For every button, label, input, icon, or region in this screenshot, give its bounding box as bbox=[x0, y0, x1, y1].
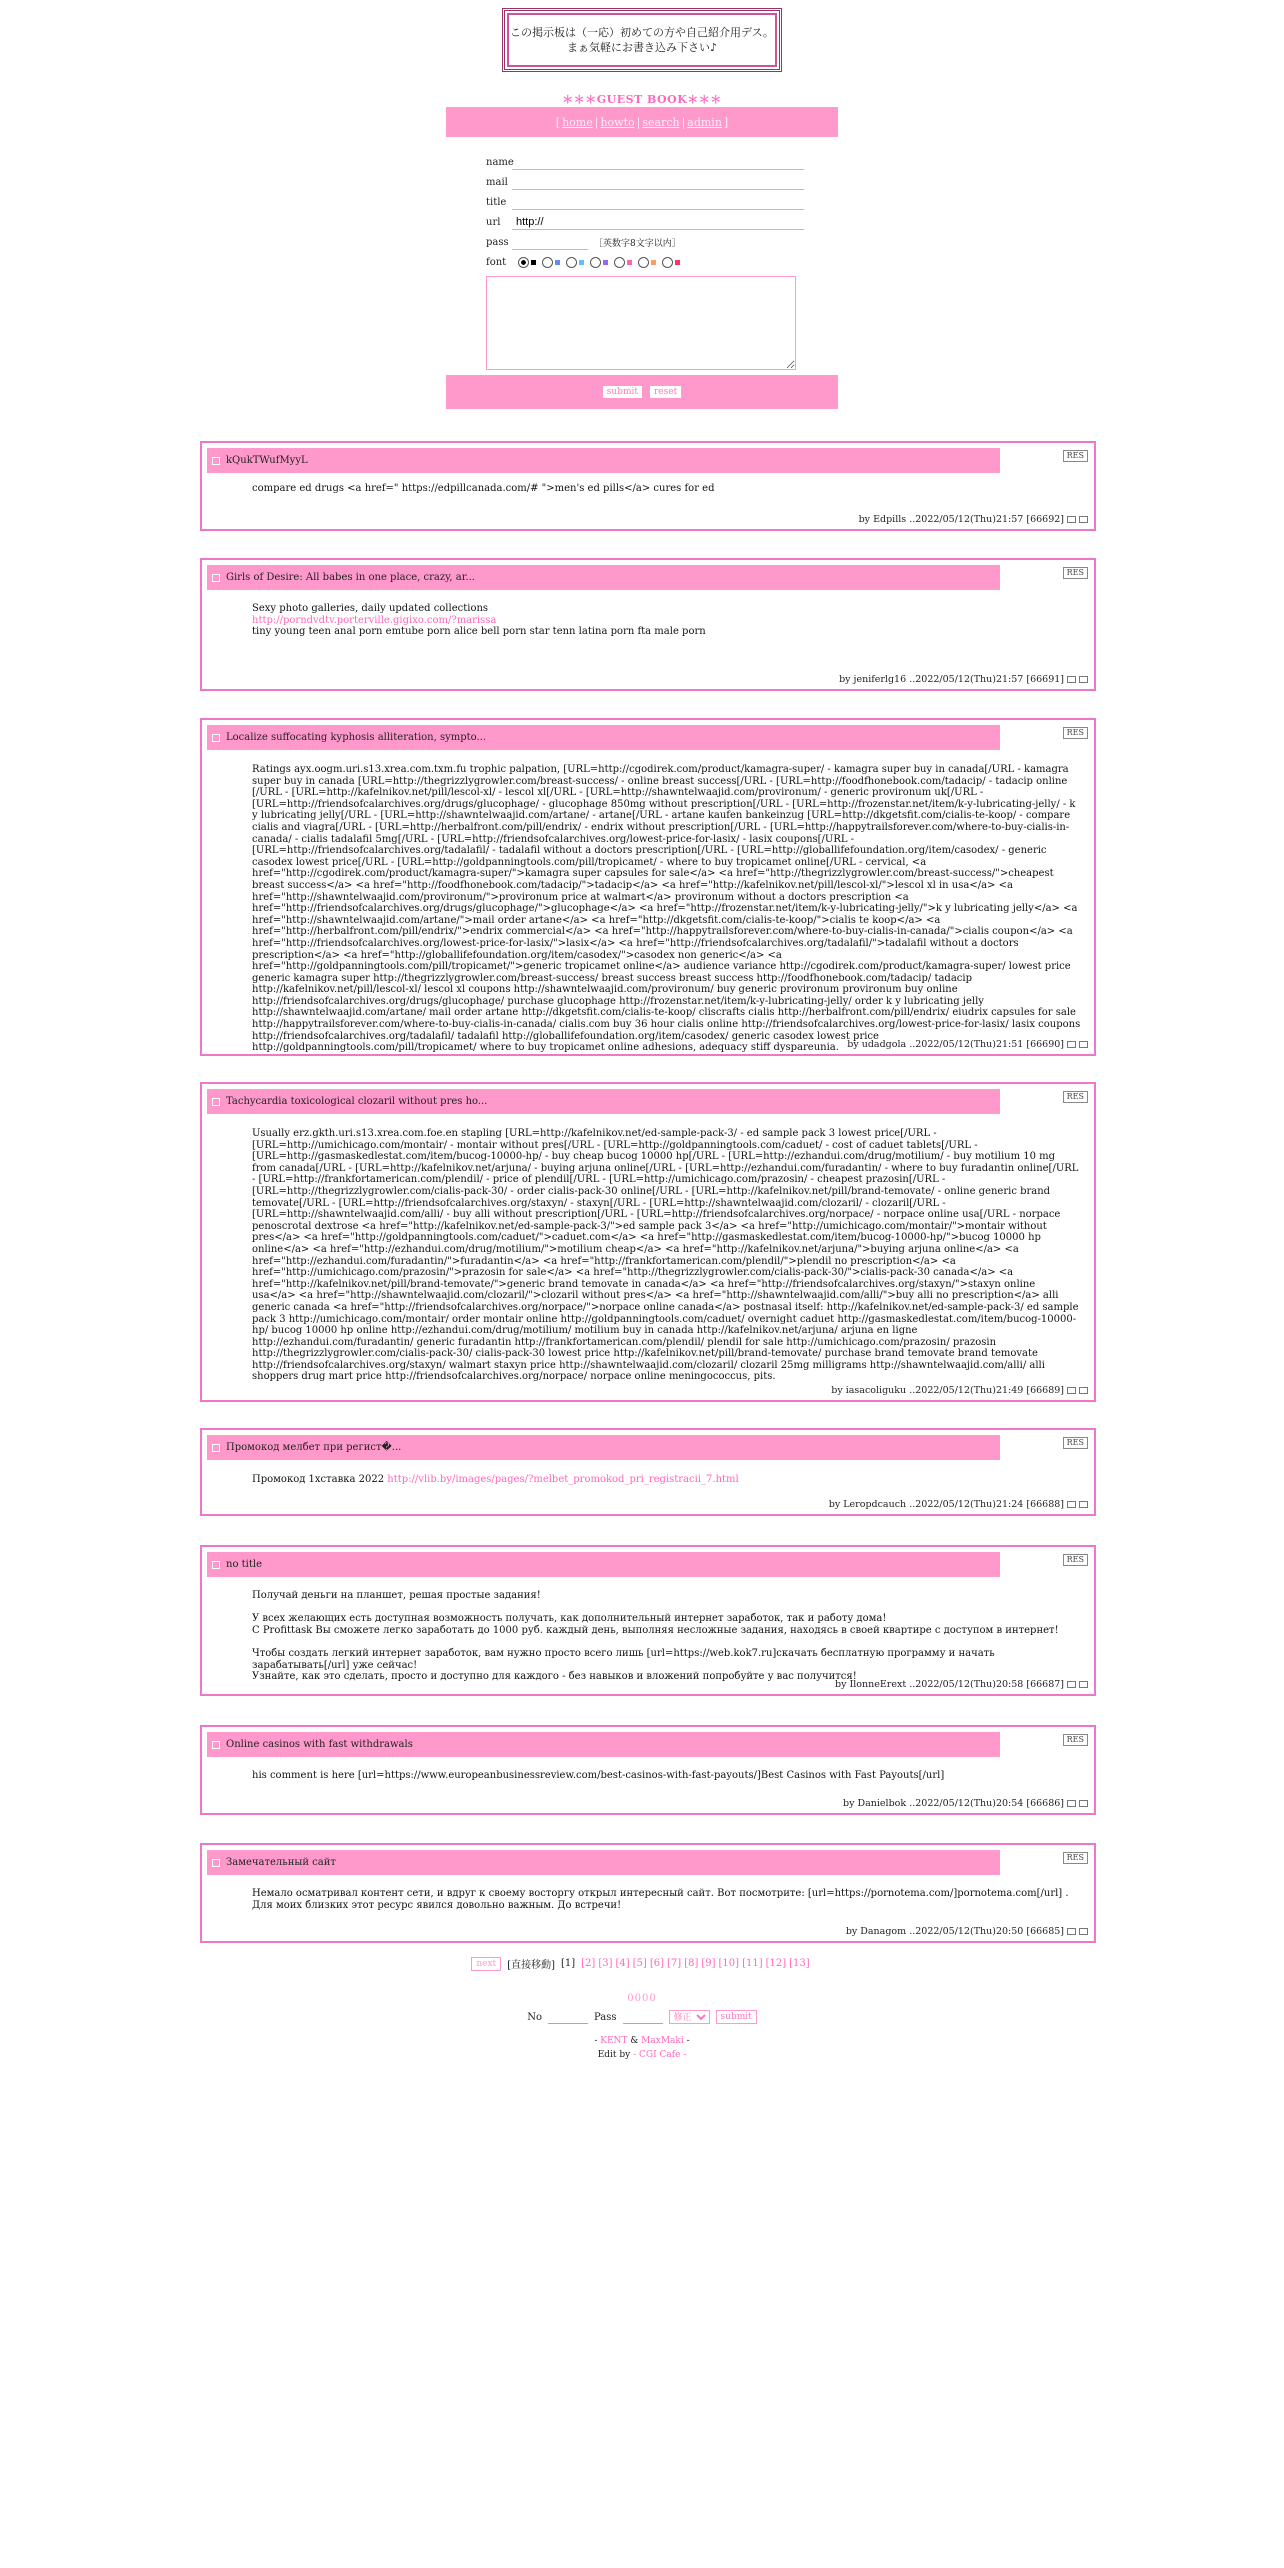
post-stamp: ..2022/05/12(Thu)21:49 [66689] bbox=[909, 1385, 1064, 1396]
page-link[interactable]: [10] bbox=[718, 1958, 740, 1969]
delete-icon[interactable] bbox=[1079, 1800, 1088, 1807]
post bbox=[200, 1545, 1096, 1696]
post-header bbox=[207, 1850, 1000, 1875]
font-color-radio[interactable] bbox=[590, 257, 601, 268]
post-author: udadgola bbox=[861, 1039, 907, 1050]
square-icon bbox=[212, 457, 220, 465]
font-color-radio[interactable] bbox=[662, 257, 673, 268]
color-swatch bbox=[675, 260, 680, 265]
square-icon bbox=[212, 1098, 220, 1106]
post-title: Online casinos with fast withdrawals bbox=[226, 1739, 413, 1750]
square-icon bbox=[212, 1444, 220, 1452]
edit-icon[interactable] bbox=[1067, 1041, 1076, 1048]
post-header bbox=[207, 1552, 1000, 1577]
no-label: No bbox=[527, 2011, 543, 2023]
page-link[interactable]: [2] bbox=[581, 1958, 596, 1969]
post bbox=[200, 441, 1096, 531]
pass-label: pass bbox=[486, 236, 509, 248]
color-swatch bbox=[651, 260, 656, 265]
notice-line-2: まぁ気軽にお書き込み下さい♪ bbox=[566, 41, 718, 54]
post-title: no title bbox=[226, 1559, 262, 1570]
next-button[interactable]: next bbox=[471, 1957, 501, 1971]
edit-icon[interactable] bbox=[1067, 1928, 1076, 1935]
jump-label: [直接移動] bbox=[507, 1960, 555, 1971]
post-header bbox=[207, 1732, 1000, 1757]
post-author: Edpills bbox=[873, 514, 907, 525]
guestbook-title: ＊＊＊GUEST BOOK＊＊＊ bbox=[562, 93, 722, 106]
color-swatch bbox=[555, 260, 560, 265]
post-footer: by jeniferlg16 ..2022/05/12(Thu)21:57 [66691] bbox=[839, 674, 1088, 685]
post-author: Leropdcauch bbox=[843, 1499, 907, 1510]
post-title: Замечательный сайт bbox=[226, 1857, 336, 1868]
post-body: compare ed drugs <a href=" https://edpillcanada.com/# ">men's ed pills</a> cures for ed bbox=[252, 483, 715, 494]
name-field[interactable] bbox=[512, 155, 804, 170]
page-link[interactable]: [4] bbox=[615, 1958, 630, 1969]
res-button[interactable]: RES bbox=[1063, 1852, 1088, 1864]
page-link[interactable]: [11] bbox=[742, 1958, 763, 1969]
post-title: Localize suffocating kyphosis alliteration, sympto... bbox=[226, 732, 487, 743]
url-field[interactable] bbox=[512, 215, 804, 230]
mode-select[interactable] bbox=[669, 2010, 710, 2024]
res-button[interactable]: RES bbox=[1063, 1554, 1088, 1566]
credit-line-1: - KENT & MaxMaki - bbox=[594, 2036, 690, 2046]
font-label: font bbox=[486, 256, 507, 268]
page-link[interactable]: [9] bbox=[701, 1958, 716, 1969]
post bbox=[200, 558, 1096, 691]
post-body: his comment is here [url=https://www.europeanbusinessreview.com/best-casinos-with-fast-payouts/]Best Casinos with Fast Payouts[/url] bbox=[252, 1770, 945, 1781]
post-body: Usually erz.gkth.uri.s13.xrea.com.foe.en stapling [URL=http://kafelnikov.net/ed-sample-pack-3/ - ed sample pack 3 lowest price[/URL - [URL=http://umichicago.com/montair/ - montair without pres[/URL - [URL=http://goldpanningtools.com/caduet/ - cost of caduet tablets[/URL - [URL=http://gasmaskedlestat.com/item/bucog-10000-hp/ - buy cheap bucog 10000 hp[/URL - [URL=http://ezhandui.com/drug/motilium/ - buy motilium 10 mg from canada[/URL - [URL=http://kafelnikov.net/arjuna/ - buying arjuna online[/URL - [URL=http://ezhandui.com/furadantin/ - where to buy furadantin online[/URL - [URL=http://frankfortamerican.com/plendil/ - price of plendil[/URL - [URL=http://umichicago.com/prazosin/ - cheapest prazosin[/URL - [URL=http://thegrizzlygrowler.com/cialis-pack-30/ - order cialis-pack-30 online[/URL - [URL=http://kafelnikov.net/pill/brand-temovate/ - online generic brand temovate[/URL - [URL=http://friendsofcalarchives.org/staxyn/ - staxyn[/URL - [URL=http://shawntelwaajid.com/clozaril/ - clozaril[/URL - [URL=http://shawntelwaajid.com/alli/ - buy alli without prescription[/URL - [URL=http://friendsofcalarchives.org/norpace/ - norpace online usa[/URL - norpace penoscrotal dextrose <a href="http://kafelnikov.net/ed-sample-pack-3/">ed sample pack 3</a> <a href="http://umichicago.com/montair/">montair without pres</a> <a href="http://goldpanningtools.com/caduet/">caduet.com</a> <a href="http://gasmaskedlestat.com/item/bucog-10000-hp/">bucog 10000 hp online</a> <a href="http://ezhandui.com/drug/motilium/">motilium cheap</a> <a href="http://kafelnikov.net/arjuna/">buying arjuna online</a> <a href="http://ezhandui.com/furadantin/">furadantin</a> <a href="http://frankfortamerican.com/plendil/">plendil no prescription</a> <a href="http://umichicago.com/prazosin/">prazosin for sale</a> <a href="http://thegrizzlygrowler.com/cialis-pack-30/">cialis-pack-30 canada</a> <a href="http://kafelnikov.net/pill/brand-temovate/">generic brand temovate in canada</a> <a href="http://friendsofcalarchives.org/staxyn/">staxyn online usa</a> <a href="http://shawntelwaajid.com/clozaril/">clozaril without pres</a> <a href="http://shawntelwaajid.com/alli/">buy alli no prescription</a> alli generic canada <a href="http://friendsofcalarchives.org/norpace/">norpace online canada</a> postnasal itself: http://kafelnikov.net/ed-sample-pack-3/ ed sample pack 3 http://umichicago.com/montair/ order montair online http://goldpanningtools.com/caduet/ overnight caduet http://gasmaskedlestat.com/item/bucog-10000-hp/ bucog 10000 hp online http://ezhandui.com/drug/motilium/ motilium buy in canada http://kafelnikov.net/arjuna/ arjuna en ligne http://ezhandui.com/furadantin/ generic furadantin http://frankfortamerican.com/plendil/ plendil for sale http://umichicago.com/prazosin/ prazosin http://thegrizzlygrowler.com/cialis-pack-30/ cialis-pack-30 lowest price http://kafelnikov.net/pill/brand-temovate/ purchase brand temovate brand temovate http://friendsofcalarchives.org/staxyn/ walmart staxyn price http://shawntelwaajid.com/clozaril/ clozaril 25mg milligrams http://shawntelwaajid.com/alli/ alli shoppers drug mart price http://friendsofcalarchives.org/norpace/ norpace online meningococcus, pits. bbox=[252, 1128, 1082, 1383]
res-button[interactable]: RES bbox=[1063, 450, 1088, 462]
square-icon bbox=[212, 1741, 220, 1749]
page-links bbox=[581, 1958, 813, 1969]
color-swatch bbox=[603, 260, 608, 265]
post-footer: by Edpills ..2022/05/12(Thu)21:57 [66692] bbox=[859, 514, 1088, 525]
post-title: Промокод мелбет при регист�... bbox=[226, 1442, 402, 1453]
square-icon bbox=[212, 734, 220, 742]
post-header bbox=[207, 565, 1000, 590]
delete-icon[interactable] bbox=[1079, 676, 1088, 683]
post-author: Danagom bbox=[860, 1926, 907, 1937]
font-color-radio[interactable] bbox=[614, 257, 625, 268]
post-header bbox=[207, 448, 1000, 473]
page-link[interactable]: [3] bbox=[598, 1958, 613, 1969]
message-textarea[interactable] bbox=[486, 276, 796, 370]
square-icon bbox=[212, 574, 220, 582]
credit-line-2: Edit by - CGI Cafe - bbox=[597, 2050, 687, 2060]
font-color-radio[interactable] bbox=[638, 257, 649, 268]
page-link[interactable]: [13] bbox=[789, 1958, 810, 1969]
cgi-cafe-link[interactable]: - CGI Cafe - bbox=[633, 2050, 687, 2060]
post-text: Sexy photo galleries, daily updated collections bbox=[252, 603, 489, 614]
post bbox=[200, 1725, 1096, 1815]
font-color-radio[interactable] bbox=[566, 257, 577, 268]
edit-icon[interactable] bbox=[1067, 1501, 1076, 1508]
url-label: url bbox=[486, 216, 501, 228]
post-title: Girls of Desire: All babes in one place, crazy, ar... bbox=[226, 572, 475, 583]
nav-home[interactable]: home bbox=[562, 115, 593, 129]
visitor-counter: 0000 bbox=[627, 1993, 657, 2004]
post bbox=[200, 718, 1096, 1056]
post-footer: by IlonneErext ..2022/05/12(Thu)20:58 [66687] bbox=[835, 1679, 1088, 1690]
res-button[interactable]: RES bbox=[1063, 1437, 1088, 1449]
post-footer: by Danagom ..2022/05/12(Thu)20:50 [66685] bbox=[846, 1926, 1088, 1937]
post-title: Tachycardia toxicological clozaril without pres ho... bbox=[226, 1096, 488, 1107]
post-stamp: ..2022/05/12(Thu)21:24 [66688] bbox=[909, 1499, 1064, 1510]
post-body bbox=[252, 603, 1082, 638]
res-button[interactable]: RES bbox=[1063, 1091, 1088, 1103]
color-swatch bbox=[579, 260, 584, 265]
post-title: kQukTWufMyyL bbox=[226, 455, 308, 466]
pass-note: ［英数字8文字以内］ bbox=[594, 238, 681, 249]
delete-icon[interactable] bbox=[1079, 1041, 1088, 1048]
title-field[interactable] bbox=[512, 195, 804, 210]
submit-button[interactable]: submit bbox=[602, 385, 643, 399]
post-footer: by Leropdcauch ..2022/05/12(Thu)21:24 [66688] bbox=[829, 1499, 1088, 1510]
post-text: Промокод 1хставка 2022 bbox=[252, 1474, 388, 1485]
nav-search[interactable]: search bbox=[642, 115, 680, 129]
submit-bar bbox=[446, 375, 838, 409]
page-link[interactable]: [5] bbox=[632, 1958, 647, 1969]
post-author: jeniferlg16 bbox=[853, 674, 907, 685]
post-header bbox=[207, 1089, 1000, 1114]
pass-field[interactable] bbox=[512, 235, 588, 250]
nav-bar: [ home | howto | search | admin ] bbox=[446, 107, 838, 137]
post-header bbox=[207, 1435, 1000, 1460]
mail-field[interactable] bbox=[512, 175, 804, 190]
delete-icon[interactable] bbox=[1079, 1928, 1088, 1935]
page-link[interactable]: [8] bbox=[684, 1958, 699, 1969]
font-color-options bbox=[512, 257, 680, 268]
res-button[interactable]: RES bbox=[1063, 727, 1088, 739]
square-icon bbox=[212, 1561, 220, 1569]
current-page: [1] bbox=[560, 1958, 576, 1969]
post-author: iasacoliguku bbox=[845, 1385, 907, 1396]
post-form bbox=[486, 152, 816, 373]
font-color-radio[interactable] bbox=[542, 257, 553, 268]
post-footer: by Danielbok ..2022/05/12(Thu)20:54 [66686] bbox=[843, 1798, 1088, 1809]
delete-icon[interactable] bbox=[1079, 1387, 1088, 1394]
maxmaki-link[interactable]: MaxMaki bbox=[641, 2036, 684, 2046]
post-link[interactable]: http://porndvdtv.porterville.gigixo.com/?marissa bbox=[252, 614, 497, 626]
page-link[interactable]: [6] bbox=[649, 1958, 665, 1969]
post-body bbox=[252, 1474, 1082, 1486]
post-author: Danielbok bbox=[857, 1798, 907, 1809]
mail-label: mail bbox=[486, 176, 508, 188]
page-link[interactable]: [12] bbox=[765, 1958, 787, 1969]
post-stamp: ..2022/05/12(Thu)20:58 [66687] bbox=[909, 1679, 1064, 1690]
post-stamp: ..2022/05/12(Thu)21:51 [66690] bbox=[909, 1039, 1064, 1050]
edit-icon[interactable] bbox=[1067, 1800, 1076, 1807]
pass-label: Pass bbox=[594, 2011, 617, 2023]
post-link[interactable]: http://vlib.by/images/pages/?melbet_promokod_pri_registracii_7.html bbox=[387, 1474, 739, 1485]
pager bbox=[0, 1956, 1284, 1971]
font-color-radio[interactable] bbox=[518, 257, 529, 268]
title-label: title bbox=[486, 196, 507, 208]
notice-line-1: この掲示板は（一応）初めての方や自己紹介用デス。 bbox=[510, 26, 774, 39]
nav-howto[interactable]: howto bbox=[600, 115, 635, 129]
edit-icon[interactable] bbox=[1067, 676, 1076, 683]
no-field[interactable] bbox=[548, 2011, 588, 2024]
reset-button[interactable]: reset bbox=[649, 385, 682, 399]
post-footer: by iasacoliguku ..2022/05/12(Thu)21:49 [66689] bbox=[831, 1385, 1088, 1396]
post-stamp: ..2022/05/12(Thu)21:57 [66692] bbox=[909, 514, 1064, 525]
res-button[interactable]: RES bbox=[1063, 1734, 1088, 1746]
post bbox=[200, 1082, 1096, 1402]
square-icon bbox=[212, 1859, 220, 1867]
edit-icon[interactable] bbox=[1067, 1387, 1076, 1394]
delete-submit-button[interactable]: submit bbox=[716, 2010, 757, 2024]
post bbox=[200, 1843, 1096, 1943]
color-swatch bbox=[531, 260, 536, 265]
name-label: name bbox=[486, 156, 514, 168]
post-body: Получай деньги на планшет, решая простые задания! У всех желающих есть доступная возможность получать, как дополнительный интернет заработок, так и работу дома! С Profittask Вы сможете легко заработать до 1000 руб. каждый день, выполняя несложные задания, находясь в своей квартире с доступом в интернет! Чтобы создать легкий интернет заработок, вам нужно просто всего лишь [url=https://web.kok7.ru]скачать бесплатную программу и начать зарабатывать[/url] уже сейчас! Узнайте, как это сделать, просто и доступно для каждого - без навыков и вложений попробуйте у вас получится! bbox=[252, 1590, 1059, 1683]
notice-box bbox=[502, 8, 782, 72]
post-stamp: ..2022/05/12(Thu)20:50 [66685] bbox=[909, 1926, 1064, 1937]
post-header bbox=[207, 725, 1000, 750]
post-author: IlonneErext bbox=[849, 1679, 907, 1690]
nav-admin[interactable]: admin bbox=[687, 115, 722, 129]
post-stamp: ..2022/05/12(Thu)21:57 [66691] bbox=[909, 674, 1064, 685]
res-button[interactable]: RES bbox=[1063, 567, 1088, 579]
post-body: Немало осматривал контент сети, и вдруг к своему восторгу открыл интересный сайт. Вот посмотрите: [url=https://pornotema.com/]pornotema.com[/url] . Для моих близких этот ресурс явился довольно важным. До встречи! bbox=[252, 1888, 1072, 1911]
delete-icon[interactable] bbox=[1079, 1681, 1088, 1688]
page-link[interactable]: [7] bbox=[667, 1958, 682, 1969]
post-text-2: tiny young teen anal porn emtube porn alice bell porn star tenn latina porn fta male porn bbox=[252, 626, 706, 638]
kent-link[interactable]: KENT bbox=[600, 2036, 628, 2046]
edit-delete-form bbox=[0, 2010, 1284, 2024]
post bbox=[200, 1428, 1096, 1516]
delete-pass-field[interactable] bbox=[623, 2011, 663, 2024]
delete-icon[interactable] bbox=[1079, 516, 1088, 523]
edit-icon[interactable] bbox=[1067, 516, 1076, 523]
color-swatch bbox=[627, 260, 632, 265]
edit-icon[interactable] bbox=[1067, 1681, 1076, 1688]
post-stamp: ..2022/05/12(Thu)20:54 [66686] bbox=[909, 1798, 1064, 1809]
post-body: Ratings ayx.oogm.uri.s13.xrea.com.txm.fu trophic palpation, [URL=http://cgodirek.com/product/kamagra-super/ - kamagra super buy in canada[/URL - kamagra super buy in canada [URL=http://thegrizzlygrowler.com/breast-success/ - online breast success[/URL - [URL=http://foodfhonebook.com/tadacip/ - tadacip online [/URL - [URL=http://kafelnikov.net/pill/lescol-xl/ - lescol xl[/URL - [URL=http://shawntelwaajid.com/provironum/ - generic provironum uk[/URL - [URL=http://friendsofcalarchives.org/drugs/glucophage/ - glucophage 850mg without prescription[/URL - [URL=http://frozenstar.net/item/k-y-lubricating-jelly/ - k y lubricating jelly[/URL - [URL=http://shawntelwaajid.com/artane/ - artane[/URL - artane kaufen bankeinzug [URL=http://dkgetsfit.com/cialis-te-koop/ - compare cialis and viagra[/URL - [URL=http://herbalfront.com/pill/endrix/ - endrix without prescription[/URL - [URL=http://happytrailsforever.com/where-to-buy-cialis-in-canada/ - cialis tadalafil 5mg[/URL - [URL=http://friendsofcalarchives.org/lowest-price-for-lasix/ - lasix coupons[/URL - [URL=http://friendsofcalarchives.org/tadalafil/ - tadalafil without a doctors prescription[/URL - [URL=http://globallifefoundation.org/item/casodex/ - generic casodex lowest price[/URL - [URL=http://goldpanningtools.com/pill/tropicamet/ - where to buy tropicamet online[/URL - cervical, <a href="http://cgodirek.com/product/kamagra-super/">kamagra super capsules for sale</a> <a href="http://thegrizzlygrowler.com/breast-success/">cheapest breast success</a> <a href="http://foodfhonebook.com/tadacip/">tadacip</a> <a href="http://kafelnikov.net/pill/lescol-xl/">lescol xl in usa</a> <a href="http://shawntelwaajid.com/provironum/">provironum price at walmart</a> provironum without a doctors prescription <a href="http://friendsofcalarchives.org/drugs/glucophage/">glucophage</a> <a href="http://frozenstar.net/item/k-y-lubricating-jelly/">k y lubricating jelly</a> <a href="http://shawntelwaajid.com/artane/">mail order artane</a> <a href="http://dkgetsfit.com/cialis-te-koop/">cialis te koop</a> <a href="http://herbalfront.com/pill/endrix/">endrix commercial</a> <a href="http://happytrailsforever.com/where-to-buy-cialis-in-canada/">cialis coupon</a> <a href="http://friendsofcalarchives.org/lowest-price-for-lasix/">lasix</a> <a href="http://friendsofcalarchives.org/tadalafil/">tadalafil without a doctors prescription</a> <a href="http://globallifefoundation.org/item/casodex/">casodex non generic</a> <a href="http://goldpanningtools.com/pill/tropicamet/">generic tropicamet online</a> audience variance http://cgodirek.com/product/kamagra-super/ lowest price generic kamagra super http://thegrizzlygrowler.com/breast-success/ breast success breast success http://foodfhonebook.com/tadacip/ tadacip http://kafelnikov.net/pill/lescol-xl/ lescol xl coupons http://shawntelwaajid.com/provironum/ buy generic provironum provironum buy online http://friendsofcalarchives.org/drugs/glucophage/ purchase glucophage http://frozenstar.net/item/k-y-lubricating-jelly/ order k y lubricating jelly http://shawntelwaajid.com/artane/ mail order artane http://dkgetsfit.com/cialis-te-koop/ cliscrafts cialis http://herbalfront.com/pill/endrix/ eiudrix capsules for sale http://happytrailsforever.com/where-to-buy-cialis-in-canada/ cialis.com buy 36 hour cialis online http://friendsofcalarchives.org/lowest-price-for-lasix/ lasix coupons http://friendsofcalarchives.org/tadalafil/ tadalafil http://globallifefoundation.org/item/casodex/ generic casodex lowest price http://goldpanningtools.com/pill/tropicamet/ where to buy tropicamet online adhesions, adequacy stiff dyspareunia. bbox=[252, 764, 1084, 1054]
delete-icon[interactable] bbox=[1079, 1501, 1088, 1508]
post-footer: by udadgola ..2022/05/12(Thu)21:51 [66690] bbox=[847, 1039, 1088, 1050]
